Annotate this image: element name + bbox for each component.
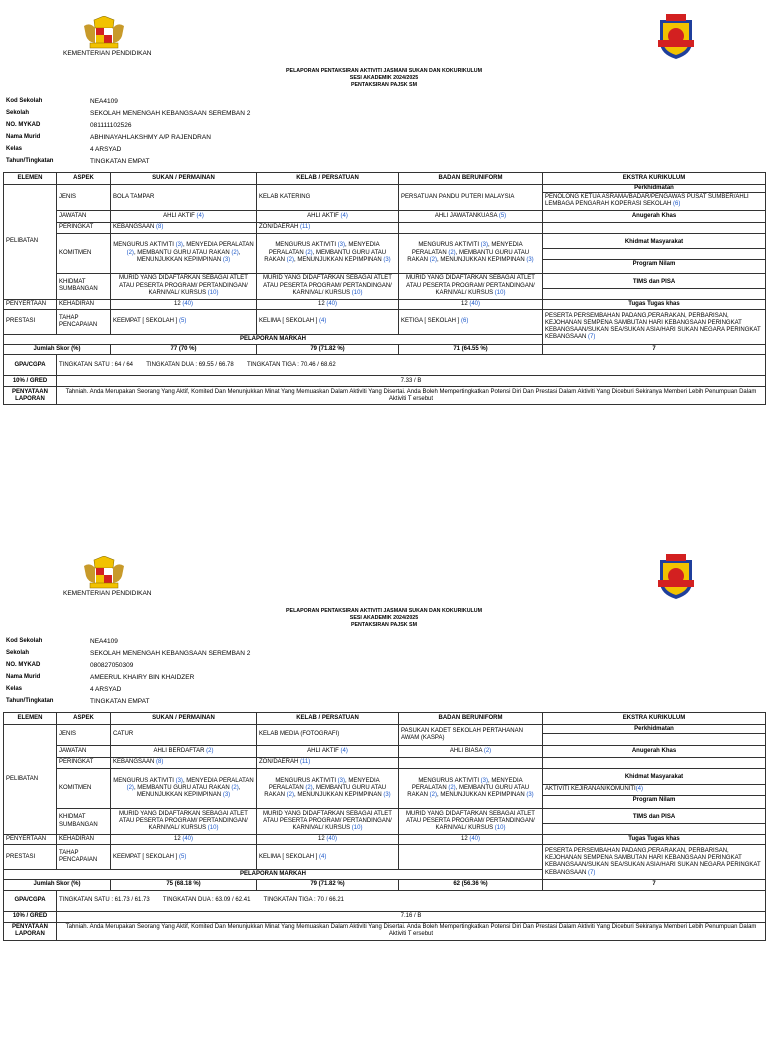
perkhidmatan-heading: Perkhidmatan bbox=[543, 726, 765, 734]
value-kelas: 4 ARSYAD bbox=[90, 145, 122, 153]
tahap-badan bbox=[399, 845, 543, 870]
skor-ekstra: 7 bbox=[543, 880, 766, 890]
jawatan-kelab: AHLI AKTIF (4) bbox=[257, 746, 399, 758]
tahap-sukan: KEEMPAT [ SEKOLAH ] (5) bbox=[111, 845, 257, 870]
coat-of-arms-icon bbox=[80, 556, 128, 590]
aspek-peringkat: PERINGKAT bbox=[57, 758, 111, 769]
aspek-jawatan: JAWATAN bbox=[57, 746, 111, 758]
khidmat-sukan: MURID YANG DIDAFTARKAN SEBAGAI ATLET ATAU PESERTA PROGRAM/ PERTANDINGAN/ KARNIVAL/ KURSUS (10) bbox=[111, 809, 257, 835]
aspek-tahap: TAHAP PENCAPAIAN bbox=[57, 845, 111, 870]
value-mykad: 080827050309 bbox=[90, 661, 134, 669]
kehadiran-sukan: 12 (40) bbox=[111, 835, 257, 845]
label-mykad: NO. MYKAD bbox=[6, 122, 41, 128]
komitmen-badan: MENGURUS AKTIVITI (3), MENYEDIA PERALATAN (2), MEMBANTU GURU ATAU RAKAN (2), MENUNJUKKAN KEPIMPINAN (3) bbox=[399, 769, 543, 809]
ekstra-tims-cell bbox=[543, 273, 766, 299]
label-penyataan: PENYATAAN LAPORAN bbox=[4, 387, 57, 405]
kehadiran-sukan: 12 (40) bbox=[111, 299, 257, 309]
komitmen-kelab: MENGURUS AKTIVITI (3), MENYEDIA PERALATAN (2), MEMBANTU GURU ATAU RAKAN (2), MENUNJUKKAN KEPIMPINAN (3) bbox=[257, 769, 399, 809]
report-titles bbox=[0, 68, 768, 89]
jenis-badan: PERSATUAN PANDU PUTERI MALAYSIA bbox=[399, 185, 543, 211]
value-tahun: TINGKATAN EMPAT bbox=[90, 157, 150, 165]
label-nama: Nama Murid bbox=[6, 674, 41, 680]
aspek-tahap: TAHAP PENCAPAIAN bbox=[57, 309, 111, 334]
aspek-jenis: JENIS bbox=[57, 725, 111, 746]
peringkat-sukan: KEBANGSAAN (8) bbox=[111, 222, 257, 233]
session-title: SESI AKADEMIK 2024/2025 bbox=[349, 615, 419, 621]
label-jumlah-skor: Jumlah Skor (%) bbox=[4, 345, 111, 355]
jenis-sukan: CATUR bbox=[111, 725, 257, 746]
komitmen-kelab: MENGURUS AKTIVITI (3), MENYEDIA PERALATAN (2), MEMBANTU GURU ATAU RAKAN (2), MENUNJUKKAN KEPIMPINAN (3) bbox=[257, 233, 399, 273]
tugas-heading: Tugas Tugas khas bbox=[543, 835, 766, 845]
jawatan-kelab: AHLI AKTIF (4) bbox=[257, 210, 399, 222]
ekstra-khidmat-masyarakat-cell bbox=[543, 769, 766, 809]
coat-of-arms-icon bbox=[80, 16, 128, 50]
header-badan: BADAN BERUNIFORM bbox=[399, 173, 543, 185]
value-tahun: TINGKATAN EMPAT bbox=[90, 697, 150, 705]
tims-value bbox=[543, 824, 765, 831]
perkhidmatan-value: PENOLONG KETUA ASRAMA/BADAR/PENGAWAS PUSAT SUMBER/AHLI LEMBAGA PENGARAH KOPERASI SEKOLAH (6) bbox=[545, 194, 749, 208]
value-nama: AMEERUL KHAIRY BIN KHAIDZER bbox=[90, 673, 195, 681]
aspek-komitmen: KOMITMEN bbox=[57, 769, 111, 809]
khidmat-masyarakat-heading: Khidmat Masyarakat bbox=[543, 237, 765, 249]
kehadiran-kelab: 12 (40) bbox=[257, 835, 399, 845]
penyataan-value: Tahniah. Anda Merupakan Seorang Yang Aktif, Komited Dan Menunjukkan Minat Yang Memuaskan Dalam Aktiviti Yang Disertai. Anda Boleh Mempertingkatkan Potensi Diri Dan Prestasi Dalam Aktiviti Yang Diceburi Sekiranya Memberi Lebih Penumpuan Dalam Aktiviti T ersebut bbox=[57, 922, 766, 940]
pelaporan-markah-heading: PELAPORAN MARKAH bbox=[4, 334, 543, 344]
jawatan-badan: AHLI BIASA (2) bbox=[399, 746, 543, 758]
gred-value: 7.33 / B bbox=[57, 376, 766, 387]
skor-sukan: 77 (70 %) bbox=[111, 345, 257, 355]
elemen-penyertaan: PENYERTAAN bbox=[4, 299, 57, 309]
aspek-khidmat-sumbangan: KHIDMAT SUMBANGAN bbox=[57, 273, 111, 299]
label-kod-sekolah: Kod Sekolah bbox=[6, 638, 43, 644]
aspek-jawatan: JAWATAN bbox=[57, 210, 111, 222]
label-gred: 10% / GRED bbox=[4, 911, 57, 922]
label-gred: 10% / GRED bbox=[4, 376, 57, 387]
tims-value bbox=[543, 289, 765, 296]
jenis-sukan: BOLA TAMPAR bbox=[111, 185, 257, 211]
header-elemen: ELEMEN bbox=[4, 173, 57, 185]
value-nama: ABHINAYAHLAKSHMY A/P RAJENDRAN bbox=[90, 133, 211, 141]
jawatan-sukan: AHLI BERDAFTAR (2) bbox=[111, 746, 257, 758]
jenis-kelab: KELAB KATERING bbox=[257, 185, 399, 211]
khidmat-masyarakat-value: AKTIVITI KEJIRANAN/KOMUNITI(4) bbox=[543, 785, 765, 796]
elemen-prestasi: PRESTASI bbox=[4, 309, 57, 334]
kehadiran-badan: 12 (40) bbox=[399, 299, 543, 309]
elemen-penyertaan: PENYERTAAN bbox=[4, 835, 57, 845]
header-badan: BADAN BERUNIFORM bbox=[399, 713, 543, 725]
label-nama: Nama Murid bbox=[6, 134, 41, 140]
ekstra-perkhidmatan-cell bbox=[543, 185, 766, 211]
perkhidmatan-heading: Perkhidmatan bbox=[543, 185, 765, 193]
tahap-badan: KETIGA [ SEKOLAH ] (6) bbox=[399, 309, 543, 334]
peringkat-sukan: KEBANGSAAN (8) bbox=[111, 758, 257, 769]
label-gpa: GPA/CGPA bbox=[4, 355, 57, 376]
program-nilam-heading: Program Nilam bbox=[632, 796, 676, 803]
value-kod-sekolah: NEA4109 bbox=[90, 637, 118, 645]
khidmat-masyarakat-value bbox=[543, 249, 765, 260]
aspek-khidmat-sumbangan: KHIDMAT SUMBANGAN bbox=[57, 809, 111, 835]
report-1 bbox=[0, 0, 768, 500]
header-ekstra: EKSTRA KURIKULUM bbox=[543, 173, 766, 185]
komitmen-badan: MENGURUS AKTIVITI (3), MENYEDIA PERALATAN (2), MEMBANTU GURU ATAU RAKAN (2), MENUNJUKKAN KEPIMPINAN (3) bbox=[399, 233, 543, 273]
value-sekolah: SEKOLAH MENENGAH KEBANGSAAN SEREMBAN 2 bbox=[90, 649, 251, 657]
student-info bbox=[6, 635, 250, 707]
label-sekolah: Sekolah bbox=[6, 110, 30, 116]
tahap-kelab: KELIMA [ SEKOLAH ] (4) bbox=[257, 845, 399, 870]
header-sukan: SUKAN / PERMAINAN bbox=[111, 713, 257, 725]
khidmat-kelab: MURID YANG DIDAFTARKAN SEBAGAI ATLET ATAU PESERTA PROGRAM/ PERTANDINGAN/ KARNIVAL/ KURSUS (10) bbox=[257, 273, 399, 299]
jawatan-badan: AHLI JAWATANKUASA (5) bbox=[399, 210, 543, 222]
peringkat-kelab: ZON/DAERAH (11) bbox=[257, 758, 399, 769]
gred-value: 7.16 / B bbox=[57, 911, 766, 922]
khidmat-sukan: MURID YANG DIDAFTARKAN SEBAGAI ATLET ATAU PESERTA PROGRAM/ PERTANDINGAN/ KARNIVAL/ KURSUS (10) bbox=[111, 273, 257, 299]
aspek-komitmen: KOMITMEN bbox=[57, 233, 111, 273]
peringkat-kelab: ZON/DAERAH (11) bbox=[257, 222, 399, 233]
report-title: PELAPORAN PENTAKSIRAN AKTIVITI JASMANI SUKAN DAN KOKURIKULUM bbox=[286, 608, 482, 614]
aspek-kehadiran: KEHADIRAN bbox=[57, 299, 111, 309]
tugas-value: PESERTA PERSEMBAHAN PADANG,PERARAKAN, PERBARISAN, KEJOHANAN SEMPENA SAMBUTAN HARI KEBANGSAAN PERINGKAT KEBANGSAAN/SUKAN SEA/SUKAN ASIA/HARI SUKAN NEGARA PERINGKAT KEBANGSAAN (7) bbox=[543, 845, 766, 880]
session-title: SESI AKADEMIK 2024/2025 bbox=[349, 75, 419, 81]
khidmat-badan: MURID YANG DIDAFTARKAN SEBAGAI ATLET ATAU PESERTA PROGRAM/ PERTANDINGAN/ KARNIVAL/ KURSUS (10) bbox=[399, 273, 543, 299]
jawatan-sukan: AHLI AKTIF (4) bbox=[111, 210, 257, 222]
ministry-name: KEMENTERIAN PENDIDIKAN bbox=[63, 50, 152, 57]
report-titles bbox=[0, 608, 768, 629]
ekstra-tims-cell bbox=[543, 809, 766, 835]
peringkat-badan bbox=[399, 222, 543, 233]
penyataan-value: Tahniah. Anda Merupakan Seorang Yang Aktif, Komited Dan Menunjukkan Minat Yang Memuaskan Dalam Aktiviti Yang Disertai. Anda Boleh Mempertingkatkan Potensi Diri Dan Prestasi Dalam Aktiviti Yang Diceburi Sekiranya Memberi Lebih Penumpuan Dalam Aktiviti T ersebut bbox=[57, 387, 766, 405]
label-kelas: Kelas bbox=[6, 686, 23, 692]
label-gpa: GPA/CGPA bbox=[4, 890, 57, 911]
pelaporan-markah-heading: PELAPORAN MARKAH bbox=[4, 870, 543, 880]
elemen-pelibatan: PELIBATAN bbox=[4, 725, 57, 835]
tims-heading: TIMS dan PISA bbox=[543, 277, 765, 289]
tahap-sukan: KEEMPAT [ SEKOLAH ] (5) bbox=[111, 309, 257, 334]
kehadiran-kelab: 12 (40) bbox=[257, 299, 399, 309]
elemen-pelibatan: PELIBATAN bbox=[4, 185, 57, 300]
report-2 bbox=[0, 540, 768, 1040]
gpa-value: TINGKATAN SATU : 64 / 64 TINGKATAN DUA : 69.55 / 66.78 TINGKATAN TIGA : 70.46 / 68.62 bbox=[57, 355, 766, 376]
header-kelab: KELAB / PERSATUAN bbox=[257, 173, 399, 185]
assessment-table bbox=[3, 172, 766, 405]
report-title: PELAPORAN PENTAKSIRAN AKTIVITI JASMANI SUKAN DAN KOKURIKULUM bbox=[286, 68, 482, 74]
value-mykad: 081111102526 bbox=[90, 121, 132, 129]
jenis-badan: PASUKAN KADET SEKOLAH PERTAHANAN AWAM (KASPA) bbox=[399, 725, 543, 746]
anugerah-heading: Anugerah Khas bbox=[543, 746, 766, 758]
label-kelas: Kelas bbox=[6, 146, 23, 152]
label-sekolah: Sekolah bbox=[6, 650, 30, 656]
tims-heading: TIMS dan PISA bbox=[543, 812, 765, 824]
assessment-title: PENTAKSIRAN PAJSK SM bbox=[350, 622, 418, 628]
anugerah-value bbox=[543, 222, 766, 233]
header-elemen: ELEMEN bbox=[4, 713, 57, 725]
label-penyataan: PENYATAAN LAPORAN bbox=[4, 922, 57, 940]
tahap-kelab: KELIMA [ SEKOLAH ] (4) bbox=[257, 309, 399, 334]
khidmat-masyarakat-heading: Khidmat Masyarakat bbox=[543, 772, 765, 784]
label-tahun: Tahun/Tingkatan bbox=[6, 158, 54, 164]
gpa-value: TINGKATAN SATU : 61.73 / 61.73 TINGKATAN DUA : 63.09 / 62.41 TINGKATAN TIGA : 70 / 66.21 bbox=[57, 890, 766, 911]
school-logo-icon bbox=[654, 14, 698, 60]
value-kod-sekolah: NEA4109 bbox=[90, 97, 118, 105]
komitmen-sukan: MENGURUS AKTIVITI (3), MENYEDIA PERALATAN (2), MEMBANTU GURU ATAU RAKAN (2), MENUNJUKKAN KEPIMPINAN (3) bbox=[111, 769, 257, 809]
value-sekolah: SEKOLAH MENENGAH KEBANGSAAN SEREMBAN 2 bbox=[90, 109, 251, 117]
header-sukan: SUKAN / PERMAINAN bbox=[111, 173, 257, 185]
value-kelas: 4 ARSYAD bbox=[90, 685, 122, 693]
komitmen-sukan: MENGURUS AKTIVITI (3), MENYEDIA PERALATAN (2), MEMBANTU GURU ATAU RAKAN (2), MENUNJUKKAN KEPIMPINAN (3) bbox=[111, 233, 257, 273]
skor-kelab: 79 (71.82 %) bbox=[257, 345, 399, 355]
khidmat-badan: MURID YANG DIDAFTARKAN SEBAGAI ATLET ATAU PESERTA PROGRAM/ PERTANDINGAN/ KARNIVAL/ KURSUS (10) bbox=[399, 809, 543, 835]
skor-sukan: 75 (68.18 %) bbox=[111, 880, 257, 890]
header-aspek: ASPEK bbox=[57, 173, 111, 185]
tugas-value: PESERTA PERSEMBAHAN PADANG,PERARAKAN, PERBARISAN, KEJOHANAN SEMPENA SAMBUTAN HARI KEBANGSAAN PERINGKAT KEBANGSAAN/SUKAN SEA/SUKAN ASIA/HARI SUKAN NEGARA PERINGKAT KEBANGSAAN (7) bbox=[543, 309, 766, 344]
label-jumlah-skor: Jumlah Skor (%) bbox=[4, 880, 111, 890]
ministry-name: KEMENTERIAN PENDIDIKAN bbox=[63, 590, 152, 597]
school-logo-icon bbox=[654, 554, 698, 600]
skor-badan: 62 (56.36 %) bbox=[399, 880, 543, 890]
label-kod-sekolah: Kod Sekolah bbox=[6, 98, 43, 104]
assessment-title: PENTAKSIRAN PAJSK SM bbox=[350, 82, 418, 88]
anugerah-value bbox=[543, 758, 766, 769]
header-kelab: KELAB / PERSATUAN bbox=[257, 713, 399, 725]
anugerah-heading: Anugerah Khas bbox=[543, 210, 766, 222]
aspek-peringkat: PERINGKAT bbox=[57, 222, 111, 233]
jenis-kelab: KELAB MEDIA (FOTOGRAFI) bbox=[257, 725, 399, 746]
student-info bbox=[6, 95, 250, 167]
aspek-kehadiran: KEHADIRAN bbox=[57, 835, 111, 845]
assessment-table bbox=[3, 712, 766, 941]
khidmat-kelab: MURID YANG DIDAFTARKAN SEBAGAI ATLET ATAU PESERTA PROGRAM/ PERTANDINGAN/ KARNIVAL/ KURSUS (10) bbox=[257, 809, 399, 835]
skor-badan: 71 (64.55 %) bbox=[399, 345, 543, 355]
kehadiran-badan: 12 (40) bbox=[399, 835, 543, 845]
skor-ekstra: 7 bbox=[543, 345, 766, 355]
skor-kelab: 79 (71.82 %) bbox=[257, 880, 399, 890]
program-nilam-heading: Program Nilam bbox=[632, 261, 676, 268]
header-ekstra: EKSTRA KURIKULUM bbox=[543, 713, 766, 725]
aspek-jenis: JENIS bbox=[57, 185, 111, 211]
perkhidmatan-value bbox=[543, 734, 765, 744]
peringkat-badan bbox=[399, 758, 543, 769]
ekstra-khidmat-masyarakat-cell bbox=[543, 233, 766, 273]
elemen-prestasi: PRESTASI bbox=[4, 845, 57, 870]
label-tahun: Tahun/Tingkatan bbox=[6, 698, 54, 704]
tugas-heading: Tugas Tugas khas bbox=[543, 299, 766, 309]
label-mykad: NO. MYKAD bbox=[6, 662, 41, 668]
ekstra-perkhidmatan-cell bbox=[543, 725, 766, 746]
header-aspek: ASPEK bbox=[57, 713, 111, 725]
